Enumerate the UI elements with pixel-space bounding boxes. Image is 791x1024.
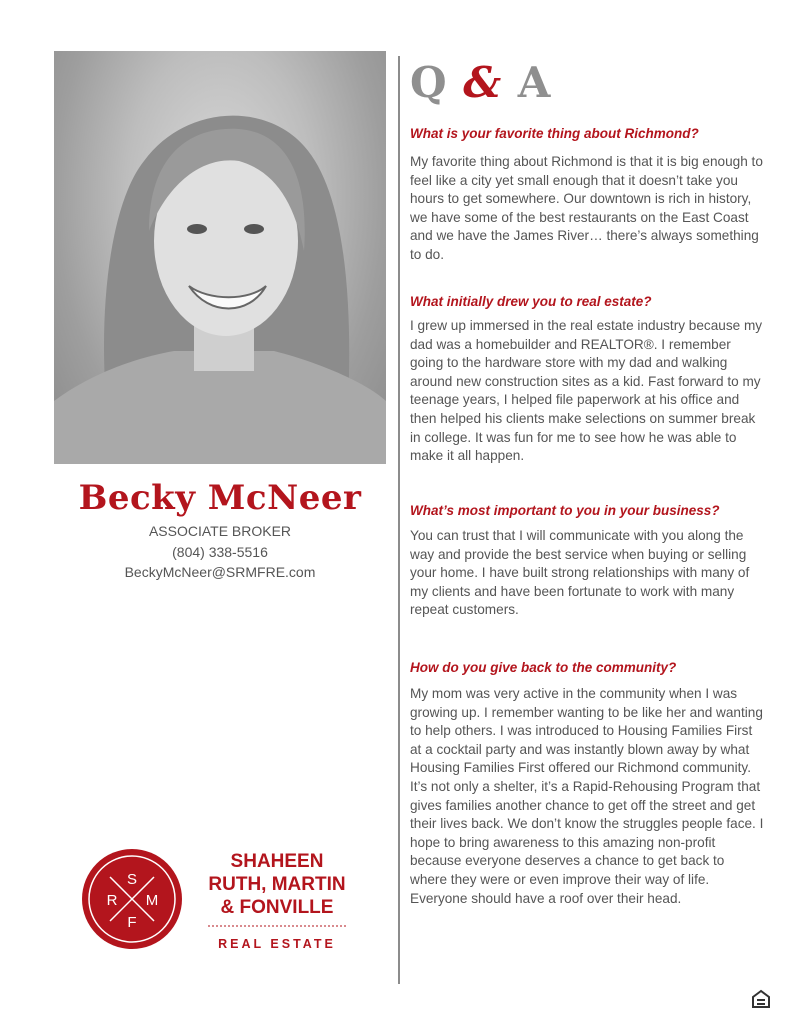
agent-phone[interactable]: (804) 338-5516 xyxy=(172,544,268,560)
qa-heading xyxy=(410,58,551,107)
logo-line-3: & FONVILLE xyxy=(220,897,334,918)
answer-4: My mom was very active in the community when I was growing up. I remember wanting to be like her and wanting to help others. I was introduced to Housing Families First at a cocktail party and was instantly blown away by what Housing Families First offered our Richmond community. It’s not only a shelter, it’s a Rapid-Rehousing Program that gives families another chance to get off the street and get their lives back. We don’t know the struggles people face. I hope to bring awareness to this amazing non-profit because everyone deserves a chance to get back to where they were or even improve their way of life. Everyone should have a roof over their head. xyxy=(410,686,764,906)
question-4: How do you give back to the community? xyxy=(410,660,677,675)
logo-letter-f: F xyxy=(127,914,137,931)
logo-letter-m: M xyxy=(145,892,159,909)
question-2: What initially drew you to real estate? xyxy=(410,294,652,309)
company-logo xyxy=(80,847,360,957)
agent-name: Becky McNeer xyxy=(78,478,362,518)
qa-heading-amp: & xyxy=(463,58,503,107)
agent-title: ASSOCIATE BROKER xyxy=(148,523,292,539)
equal-housing-opportunity-icon xyxy=(751,989,771,1009)
logo-tagline: REAL ESTATE xyxy=(218,937,336,951)
qa-heading-a: A xyxy=(517,58,552,107)
answer-3: You can trust that I will communicate with you along the way and provide the best service when buying or selling your home. I have built strong relationships with many of my clients and have been fortunate to work with many repeat customers. xyxy=(410,528,750,618)
column-divider xyxy=(398,56,400,984)
answer-1: My favorite thing about Richmond is that it is big enough to feel like a city yet small enough that it doesn’t take you hours to get somewhere. Our downtown is rich in history, we have some of the best restaurants on the East Coast and we have the James River… there’s always something to do. xyxy=(410,154,763,262)
question-3: What’s most important to you in your business? xyxy=(410,503,720,518)
agent-headshot xyxy=(54,51,386,464)
qa-heading-q: Q xyxy=(410,58,448,107)
logo-letter-r: R xyxy=(106,892,118,909)
question-1: What is your favorite thing about Richmond? xyxy=(410,126,699,141)
logo-line-1: SHAHEEN xyxy=(230,851,324,872)
agent-email[interactable]: BeckyMcNeer@SRMFRE.com xyxy=(124,564,316,580)
logo-letter-s: S xyxy=(126,871,138,888)
logo-line-2: RUTH, MARTIN xyxy=(208,874,346,895)
answer-2: I grew up immersed in the real estate industry because my dad was a homebuilder and REALTOR®. I remember going to the hardware store with my dad and walking around new construction sites as a kid. Fast forward to my teenage years, I helped file paperwork at his office and then helped his clients make selections on summer break in college. It was fun for me to see how he was able to make it all happen. xyxy=(410,318,763,464)
